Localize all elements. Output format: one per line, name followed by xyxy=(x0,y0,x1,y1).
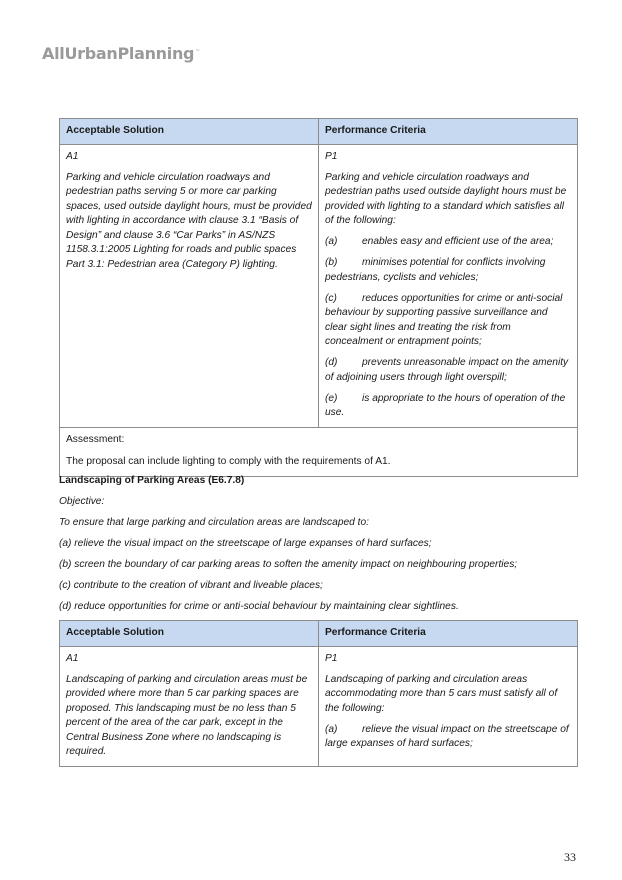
criteria-item xyxy=(325,256,571,285)
performance-criteria-cell xyxy=(319,646,578,766)
solution-text: Landscaping of parking and circulation areas must be provided where more than 5 car parking spaces are proposed. This landscaping must be no less than 5 percent of the area of the car park, except in the Central Business Zone where no landscaping is required. xyxy=(66,673,308,757)
criteria-item-label: (c) xyxy=(325,292,337,304)
criteria-item-text: enables easy and efficient use of the area; xyxy=(362,236,554,247)
criteria-item xyxy=(325,723,571,752)
criteria-item xyxy=(325,235,571,250)
criteria-item xyxy=(325,392,571,421)
criteria-item xyxy=(325,356,571,385)
criteria-item-label: (a) xyxy=(325,236,338,247)
landscaping-standards-table xyxy=(59,620,578,767)
site-logo xyxy=(42,44,200,63)
objective-item: (b) screen the boundary of car parking areas to soften the amenity impact on neighbouring properties; xyxy=(59,559,518,570)
logo-trademark: ™ xyxy=(195,48,200,55)
solution-code: A1 xyxy=(66,150,79,162)
objective-item: (d) reduce opportunities for crime or anti-social behaviour by maintaining clear sightlines. xyxy=(59,601,459,612)
logo-text: AllUrbanPlanning xyxy=(42,44,195,63)
objective-item: (a) relieve the visual impact on the streetscape of large expanses of hard surfaces; xyxy=(59,538,432,549)
acceptable-solution-cell xyxy=(60,646,319,766)
criteria-item-label: (e) xyxy=(325,392,338,404)
criteria-item-text: reduces opportunities for crime or anti-social behaviour by supporting passive surveillance and clear sight lines and treating the risk from concealment or entrapment points; xyxy=(325,292,563,347)
objective-label: Objective: xyxy=(59,496,105,507)
objective-intro: To ensure that large parking and circulation areas are landscaped to: xyxy=(59,517,369,528)
acceptable-solution-header: Acceptable Solution xyxy=(60,621,319,647)
criteria-item-text: minimises potential for conflicts involving pedestrians, cyclists and vehicles; xyxy=(325,257,546,283)
criteria-item-label: (a) xyxy=(325,723,338,735)
criteria-item-label: (b) xyxy=(325,257,338,268)
performance-criteria-cell xyxy=(319,144,578,427)
objective-item: (c) contribute to the creation of vibrant and liveable places; xyxy=(59,580,323,591)
criteria-item-text: relieve the visual impact on the streetscape of large expanses of hard surfaces; xyxy=(325,723,569,749)
performance-criteria-header: Performance Criteria xyxy=(319,119,578,145)
acceptable-solution-header: Acceptable Solution xyxy=(60,119,319,145)
criteria-item xyxy=(325,292,571,350)
criteria-item-label: (d) xyxy=(325,357,338,368)
section-heading: Landscaping of Parking Areas (E6.7.8) xyxy=(59,475,245,486)
lighting-standards-table xyxy=(59,118,578,477)
assessment-label: Assessment: xyxy=(66,433,125,445)
assessment-cell xyxy=(60,427,578,476)
solution-text: Parking and vehicle circulation roadways and pedestrian paths serving 5 or more car parking spaces, used outside daylight hours, must be provided with lighting in accordance with clause 3.1 “Basis of Design” and clause 3.6 “Car Parks” in AS/NZS 1158.3.1:2005 Lighting for roads and public spaces Part 3.1: Pedestrian area (Category P) lighting. xyxy=(66,171,312,270)
acceptable-solution-cell xyxy=(60,144,319,427)
criteria-code: P1 xyxy=(325,150,338,162)
assessment-text: The proposal can include lighting to comply with the requirements of A1. xyxy=(66,456,391,467)
page-number: 33 xyxy=(564,850,576,864)
landscaping-section xyxy=(59,474,579,621)
solution-code: A1 xyxy=(66,652,79,664)
criteria-item-text: prevents unreasonable impact on the amenity of adjoining users through light overspill; xyxy=(325,357,569,383)
criteria-intro: Landscaping of parking and circulation areas accommodating more than 5 cars must satisfy all of the following: xyxy=(325,673,558,714)
criteria-intro: Parking and vehicle circulation roadways and pedestrian paths used outside daylight hours must be provided with lighting to a standard which satisfies all of the following: xyxy=(325,171,567,226)
criteria-item-text: is appropriate to the hours of operation of the use. xyxy=(325,392,566,418)
criteria-code: P1 xyxy=(325,652,338,664)
performance-criteria-header: Performance Criteria xyxy=(319,621,578,647)
